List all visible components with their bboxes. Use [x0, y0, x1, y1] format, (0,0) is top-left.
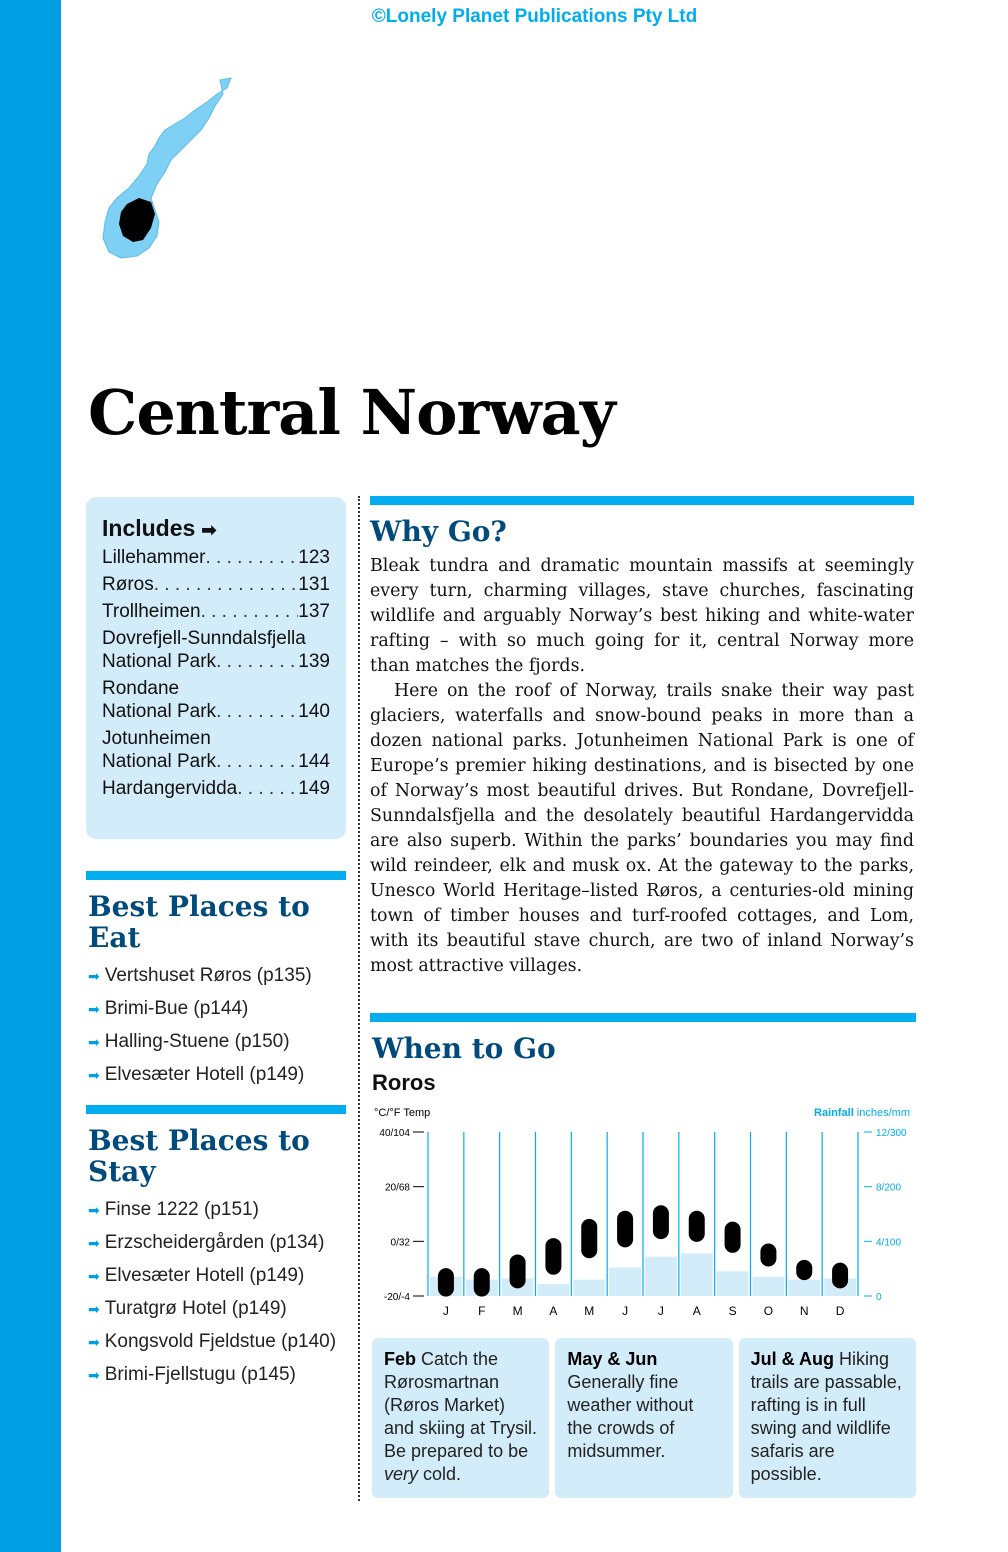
rain-bar [573, 1280, 605, 1296]
temp-range-mark [725, 1222, 741, 1253]
list-item[interactable]: ➡ Kongsvold Fjeldstue (p140) [88, 1331, 337, 1352]
include-name: National Park [102, 701, 217, 722]
include-name: Hardangervidda [102, 778, 238, 799]
list-item[interactable]: ➡ Elvesæter Hotell (p149) [88, 1064, 305, 1085]
temp-tick-label: 40/104 [379, 1128, 410, 1139]
temp-range-mark [510, 1254, 526, 1288]
section-rule [86, 1105, 346, 1114]
side-color-bar [0, 0, 61, 1552]
section-rule [370, 1013, 916, 1022]
arrow-bullet-icon: ➡ [88, 1034, 100, 1050]
list-item[interactable]: ➡ Turatgrø Hotel (p149) [88, 1298, 287, 1319]
include-item[interactable] [102, 677, 330, 723]
temp-range-mark [689, 1211, 705, 1242]
rain-bar [717, 1271, 749, 1296]
why-go-heading: Why Go? [370, 515, 507, 548]
why-go-paragraph: Here on the roof of Norway, trails snake their way past glaciers, waterfalls and snow-bound peaks in more than a dozen national parks. Jotunheimen National Park is one of Europe’s premier hiking destinations, and is bisected by one of Norway’s most beautiful drives. But Rondane, Dovrefjell-Sunndalsfjella and the desolately beautiful Hardangervidda are also superb. Within the parks’ boundaries you may find wild reindeer, elk and musk ox. At the gateway to the parks, Unesco World Heritage–listed Røros, a centuries-old mining town of timber houses and turf-roofed cottages, and Lom, with its beautiful stave church, are two of inland Norway’s most attractive villages. [370, 681, 914, 976]
page-title: Central Norway [88, 376, 615, 449]
best-stay-heading: Best Places to Stay [88, 1124, 310, 1188]
month-tick-label: J [657, 1304, 664, 1318]
month-box-feb: Feb Catch the Rørosmartnan (Røros Market) and skiing at Trysil. Be prepared to be very cold. [372, 1338, 549, 1498]
temp-range-mark [545, 1238, 561, 1275]
rain-bar [645, 1257, 677, 1296]
arrow-bullet-icon: ➡ [88, 1367, 100, 1383]
temp-range-mark [581, 1219, 597, 1258]
climate-chart [370, 1102, 918, 1322]
column-divider [358, 496, 360, 1501]
rain-bar [538, 1284, 570, 1296]
right-arrow-icon: ➡ [201, 520, 217, 540]
rain-tick-label: 8/200 [876, 1182, 902, 1194]
temp-tick-label: 20/68 [384, 1182, 410, 1194]
month-tick-label: A [549, 1304, 558, 1318]
section-rule [86, 871, 346, 880]
rain-tick-label: 0 [876, 1292, 882, 1303]
arrow-bullet-icon: ➡ [88, 1001, 100, 1017]
arrow-bullet-icon: ➡ [88, 1268, 100, 1284]
temp-axis-label: °C/°F Temp [374, 1107, 431, 1119]
best-stay-list [88, 1193, 336, 1391]
temp-tick-label: -20/-4 [383, 1292, 410, 1303]
include-item[interactable] [102, 600, 330, 623]
norway-locator-map [95, 72, 255, 272]
rain-bar [681, 1253, 713, 1296]
include-page: 140 [298, 701, 330, 722]
best-eat-list [88, 959, 312, 1091]
rain-bar [753, 1277, 785, 1296]
includes-heading-text: Includes [102, 515, 196, 541]
include-item[interactable] [102, 777, 330, 800]
include-name: Lillehammer [102, 547, 206, 568]
month-tick-label: J [622, 1304, 629, 1318]
include-name: Trollheimen [102, 601, 201, 622]
temp-tick-label: 0/32 [390, 1237, 410, 1249]
why-go-paragraph: Bleak tundra and dramatic mountain massifs at seemingly every turn, charming villages, stave churches, fascinating wildlife and arguably Norway’s best hiking and white-water rafting – with so much going for it, central Norway more than matches the fjords. [370, 556, 914, 676]
month-tick-label: O [763, 1304, 774, 1318]
include-item[interactable] [102, 546, 330, 569]
temp-range-mark [832, 1263, 848, 1289]
rain-bar [609, 1268, 641, 1296]
list-item[interactable]: ➡ Vertshuset Røros (p135) [88, 965, 312, 986]
best-eat-heading: Best Places to Eat [88, 890, 310, 954]
include-item[interactable] [102, 727, 330, 773]
arrow-bullet-icon: ➡ [88, 1067, 100, 1083]
temp-range-mark [474, 1268, 490, 1296]
arrow-bullet-icon: ➡ [88, 968, 100, 984]
month-tick-label: J [442, 1304, 449, 1318]
include-name: National Park [102, 751, 217, 772]
rain-bar [788, 1280, 820, 1296]
include-name: National Park [102, 651, 217, 672]
month-tick-label: M [584, 1304, 595, 1318]
list-item[interactable]: ➡ Elvesæter Hotell (p149) [88, 1265, 305, 1286]
month-tick-label: N [799, 1304, 809, 1318]
include-page: 149 [298, 778, 330, 799]
include-item[interactable] [102, 627, 330, 673]
arrow-bullet-icon: ➡ [88, 1235, 100, 1251]
arrow-bullet-icon: ➡ [88, 1334, 100, 1350]
month-tick-label: D [835, 1304, 845, 1318]
list-item[interactable]: ➡ Brimi-Fjellstugu (p145) [88, 1364, 296, 1385]
temp-range-mark [796, 1260, 812, 1280]
rain-tick-label: 12/300 [876, 1128, 907, 1139]
month-box-jul-aug: Jul & Aug Hiking trails are passable, rafting is in full swing and wildlife safaris are possible. [739, 1338, 916, 1498]
list-item[interactable]: ➡ Erzscheidergården (p134) [88, 1232, 325, 1253]
include-page: 139 [298, 651, 330, 672]
month-box-may-jun: May & Jun Generally fine weather without the crowds of midsummer. [555, 1338, 732, 1498]
include-name: Rondane [102, 678, 180, 699]
month-highlights [372, 1338, 916, 1498]
temp-range-mark [760, 1244, 776, 1267]
temp-range-mark [617, 1211, 633, 1248]
section-rule [370, 496, 914, 505]
includes-heading [102, 515, 330, 542]
temp-range-mark [438, 1268, 454, 1296]
include-name: Jotunheimen [102, 728, 211, 749]
list-item[interactable]: ➡ Halling-Stuene (p150) [88, 1031, 290, 1052]
temp-range-mark [653, 1205, 669, 1239]
rain-axis-label: Rainfall inches/mm [814, 1107, 910, 1119]
arrow-bullet-icon: ➡ [88, 1301, 100, 1317]
why-go-body [370, 554, 914, 979]
list-item[interactable]: ➡ Finse 1222 (p151) [88, 1199, 259, 1220]
include-name: Dovrefjell-Sunndalsfjella [102, 628, 306, 649]
arrow-bullet-icon: ➡ [88, 1202, 100, 1218]
include-page: 137 [298, 601, 330, 622]
month-tick-label: A [692, 1304, 701, 1318]
includes-box [86, 497, 346, 839]
include-page: 131 [298, 574, 330, 595]
include-item[interactable] [102, 573, 330, 596]
include-page: 123 [298, 547, 330, 568]
include-page: 144 [298, 751, 330, 772]
copyright-line: ©Lonely Planet Publications Pty Ltd [371, 6, 698, 27]
list-item[interactable]: ➡ Brimi-Bue (p144) [88, 998, 249, 1019]
month-tick-label: M [512, 1304, 523, 1318]
when-to-go-heading: When to Go [372, 1032, 556, 1065]
month-tick-label: F [478, 1304, 486, 1318]
rain-tick-label: 4/100 [876, 1237, 902, 1249]
chart-city-name: Roros [372, 1070, 436, 1095]
month-tick-label: S [728, 1304, 737, 1318]
include-name: Røros [102, 574, 154, 595]
